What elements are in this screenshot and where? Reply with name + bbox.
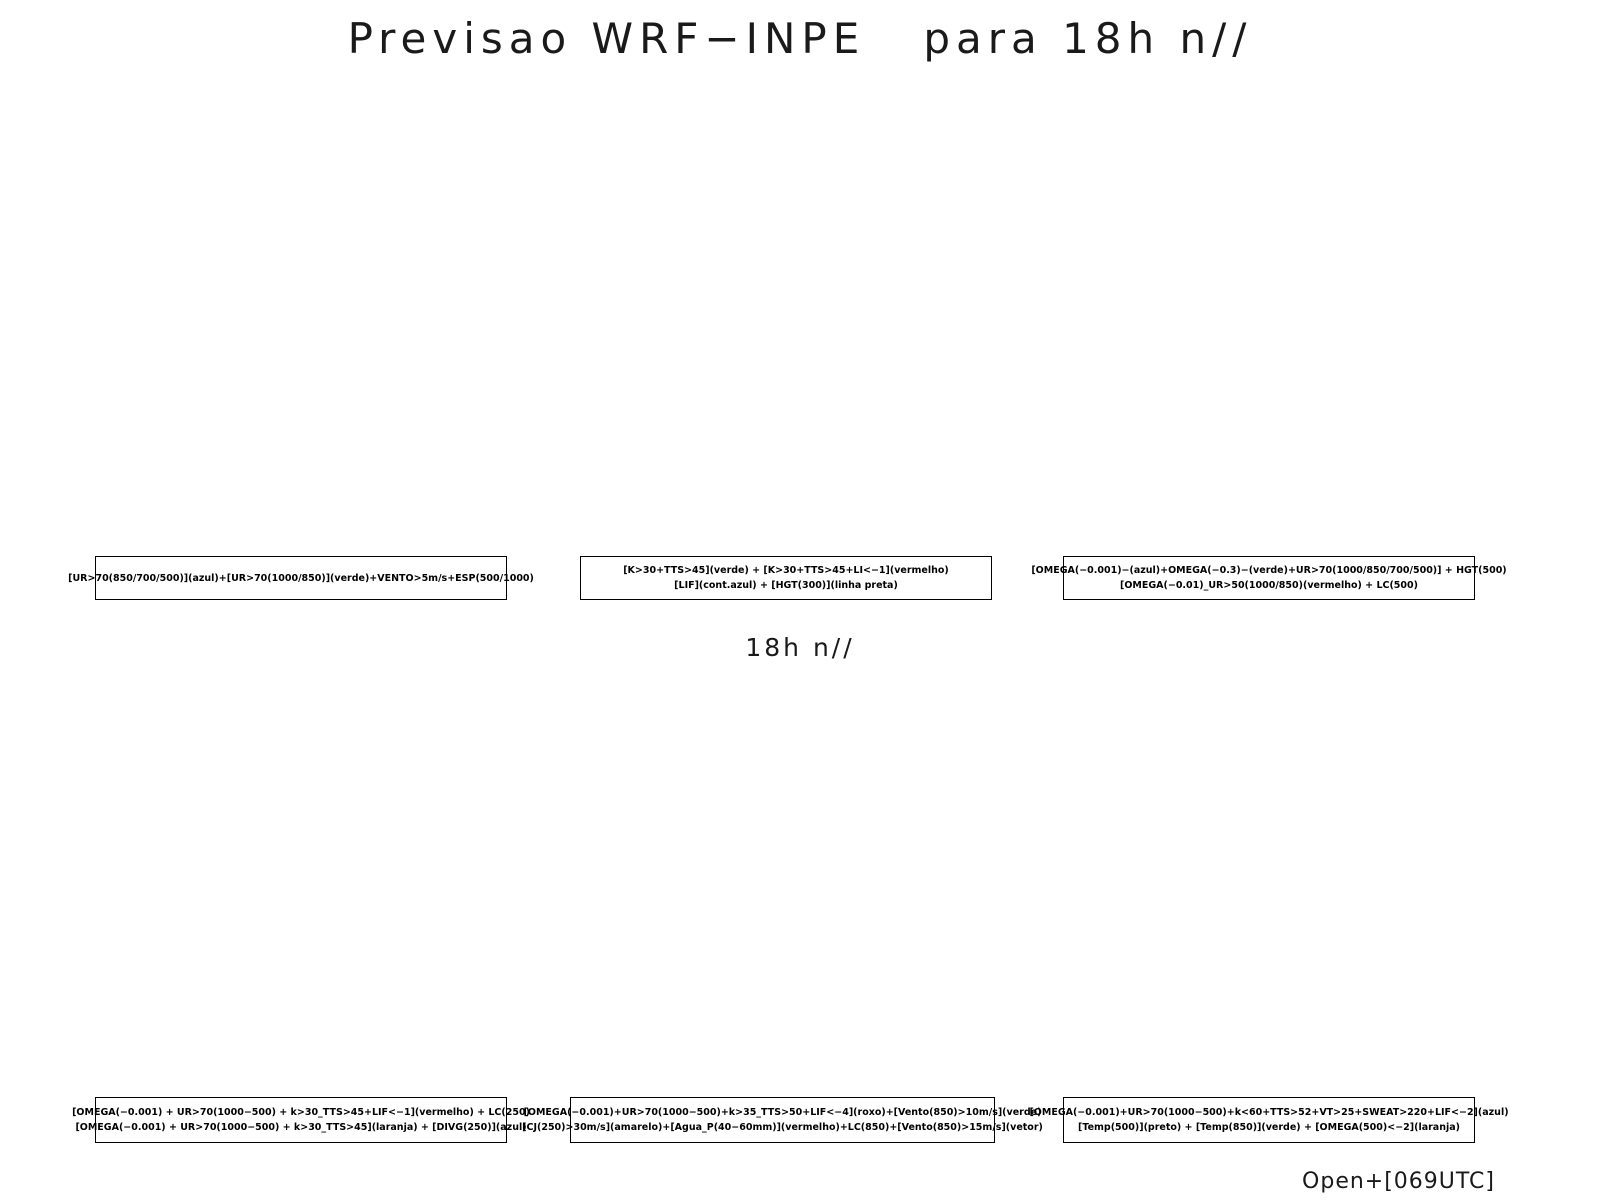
legend-line: [K>30+TTS>45](verde) + [K>30+TTS>45+LI<−1](vermelho) — [623, 565, 949, 576]
legend-line: [OMEGA(−0.01)_UR>50(1000/850)(vermelho) + LC(500) — [1120, 580, 1418, 591]
legend-box-bottom-left — [72, 1097, 530, 1143]
map-panel-top-left — [95, 90, 507, 545]
footer-note: Open+[069UTC] — [1302, 1169, 1495, 1194]
legend-box-bottom-right — [1029, 1097, 1509, 1143]
legend-box-top-center — [580, 556, 992, 600]
map-panel-bottom-right — [1063, 680, 1475, 1085]
map-panel-top-right — [1063, 90, 1475, 545]
legend-box-bottom-center — [522, 1097, 1043, 1143]
page-title: Previsao WRF−INPE para 18h n// — [347, 14, 1253, 63]
legend-line: [Temp(500)](preto) + [Temp(850)](verde) + [OMEGA(500)<−2](laranja) — [1078, 1122, 1460, 1133]
map-panel-top-center — [580, 90, 992, 545]
legend-line: [OMEGA(−0.001)−(azul)+OMEGA(−0.3)−(verde)+UR>70(1000/850/700/500)] + HGT(500) — [1031, 565, 1507, 576]
legend-line: [OMEGA(−0.001)+UR>70(1000−500)+k>35_TTS>50+LIF<−4](roxo)+[Vento(850)>10m/s](verde) — [523, 1107, 1042, 1118]
legend-line: [OMEGA(−0.001) + UR>70(1000−500) + k>30_TTS>45](laranja) + [DIVG(250)](azul) — [75, 1122, 527, 1133]
legend-line: [LIF](cont.azul) + [HGT(300)](linha preta) — [674, 580, 898, 591]
legend-line: [UR>70(850/700/500)](azul)+[UR>70(1000/850)](verde)+VENTO>5m/s+ESP(500/1000) — [68, 572, 534, 584]
legend-line: [OMEGA(−0.001)+UR>70(1000−500)+k<60+TTS>52+VT>25+SWEAT>220+LIF<−2](azul) — [1029, 1107, 1509, 1118]
map-panel-bottom-center — [570, 680, 995, 1085]
legend-line: [CJ(250)>30m/s](amarelo)+[Agua_P(40−60mm)](vermelho)+LC(850)+[Vento(850)>15m/s](vetor) — [522, 1122, 1043, 1133]
mid-caption: 18h n// — [745, 633, 855, 662]
map-panel-bottom-left — [95, 680, 507, 1085]
legend-line: [OMEGA(−0.001) + UR>70(1000−500) + k>30_TTS>45+LIF<−1](vermelho) + LC(250) — [72, 1107, 530, 1118]
legend-box-top-right — [1031, 556, 1507, 600]
legend-box-top-left — [68, 556, 534, 600]
